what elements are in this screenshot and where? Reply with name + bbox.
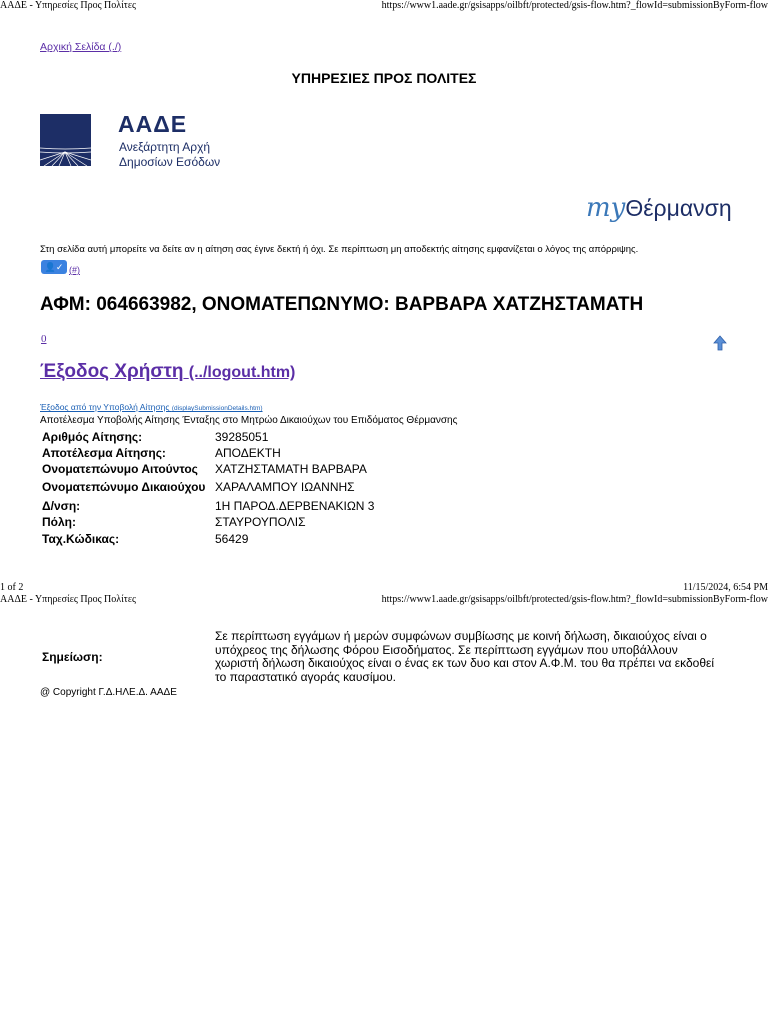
label-postal-code: Ταχ.Κώδικας:: [42, 532, 120, 546]
scroll-top-icon[interactable]: [712, 335, 728, 351]
aade-logo: [40, 111, 240, 170]
intro-text: Στη σελίδα αυτή μπορείτε να δείτε αν η αίτηση σας έγινε δεκτή ή όχι. Σε περίπτωση μη αποδεκτής αίτησης εμφανίζεται ο λόγος της απόρριψης.: [40, 244, 639, 255]
exit-submission-href: (displaySubmissionDetails.htm): [171, 405, 263, 412]
label-address: Δ/νση:: [42, 499, 81, 513]
exit-submission-link[interactable]: [40, 402, 263, 412]
label-city: Πόλη:: [42, 515, 76, 529]
label-application-number: Αριθμός Αίτησης:: [42, 430, 143, 444]
home-link[interactable]: Αρχική Σελίδα (./): [40, 41, 122, 53]
print-footer-datetime: 11/15/2024, 6:54 PM: [683, 582, 768, 593]
value-address: 1Η ΠΑΡΟΔ.ΔΕΡΒΕΝΑΚΙΩΝ 3: [215, 499, 375, 513]
print-header-url: https://www1.aade.gr/gsisapps/oilbft/protected/gsis-flow.htm?_flowId=submissionByForm-flow: [381, 0, 768, 11]
value-application-number: 39285051: [215, 430, 269, 444]
copyright: @ Copyright Γ.Δ.ΗΛΕ.Δ. ΑΑΔΕ: [40, 687, 177, 698]
mythermansi-logo: [586, 193, 732, 223]
aade-emblem-icon: [40, 114, 91, 166]
value-city: ΣΤΑΥΡΟΥΠΟΛΙΣ: [215, 515, 306, 529]
print-header-url-page2: https://www1.aade.gr/gsisapps/oilbft/protected/gsis-flow.htm?_flowId=submissionByForm-flow: [381, 594, 768, 605]
service-logo-name: Θέρμανση: [625, 195, 732, 221]
value-applicant-name: ΧΑΤΖΗΣΤΑΜΑΤΗ ΒΑΡΒΑΡΑ: [215, 462, 367, 476]
label-applicant-name: Ονοματεπώνυμο Αιτούντος: [42, 462, 198, 476]
print-header-title-page2: ΑΑΔΕ - Υπηρεσίες Προς Πολίτες: [0, 594, 136, 605]
value-application-result: ΑΠΟΔΕΚΤΗ: [215, 446, 281, 460]
value-postal-code: 56429: [215, 532, 249, 546]
logout-label: Έξοδος Χρήστη: [40, 361, 184, 382]
logo-name: ΑΑΔΕ: [118, 111, 188, 137]
note-text: Σε περίπτωση εγγάμων ή μερών συμφώνων συμβίωσης με κοινή δήλωση, δικαιούχος είναι ο υπόχρεος της δήλωσης Φόρου Εισοδήματος. Σε περίπτωση εγγάμων που υποβάλλουν χωριστή δήλωση δικαιούχος είναι ο ένας εκ των δυο και στον Α.Φ.Μ. του θα πρέπει να εκδοθεί το παραστατικό αγοράς καυσίμου.: [215, 629, 715, 684]
exit-submission-label: Έξοδος από την Υποβολή Αίτησης: [40, 402, 170, 412]
print-header-title: ΑΑΔΕ - Υπηρεσίες Προς Πολίτες: [0, 0, 136, 11]
service-logo-prefix: my: [586, 193, 626, 223]
user-check-icon[interactable]: 👤✓: [41, 260, 67, 274]
note-label: Σημείωση:: [42, 650, 103, 664]
logout-href: (../logout.htm): [188, 364, 296, 381]
print-footer-page: 1 of 2: [0, 582, 24, 593]
label-beneficiary-name: Ονοματεπώνυμο Δικαιούχου: [42, 480, 206, 494]
logo-subtitle-line2: Δημοσίων Εσόδων: [119, 155, 221, 169]
taxpayer-heading: ΑΦΜ: 064663982, ΟΝΟΜΑΤΕΠΩΝΥΜΟ: ΒΑΡΒΑΡΑ ΧΑΤΖΗΣΤΑΜΑΤΗ: [40, 294, 644, 315]
value-beneficiary-name: ΧΑΡΑΛΑΜΠΟΥ ΙΩΑΝΝΗΣ: [215, 480, 355, 494]
zero-link[interactable]: 0: [41, 333, 47, 345]
logout-link[interactable]: [40, 361, 295, 383]
anchor-link[interactable]: (#): [69, 265, 80, 275]
page-title: ΥΠΗΡΕΣΙΕΣ ΠΡΟΣ ΠΟΛΙΤΕΣ: [291, 70, 477, 86]
result-title: Αποτέλεσμα Υποβολής Αίτησης Ένταξης στο Μητρώο Δικαιούχων του Επιδόματος Θέρμανσης: [40, 415, 458, 426]
label-application-result: Αποτέλεσμα Αίτησης:: [42, 446, 166, 460]
logo-subtitle-line1: Ανεξάρτητη Αρχή: [119, 140, 211, 154]
